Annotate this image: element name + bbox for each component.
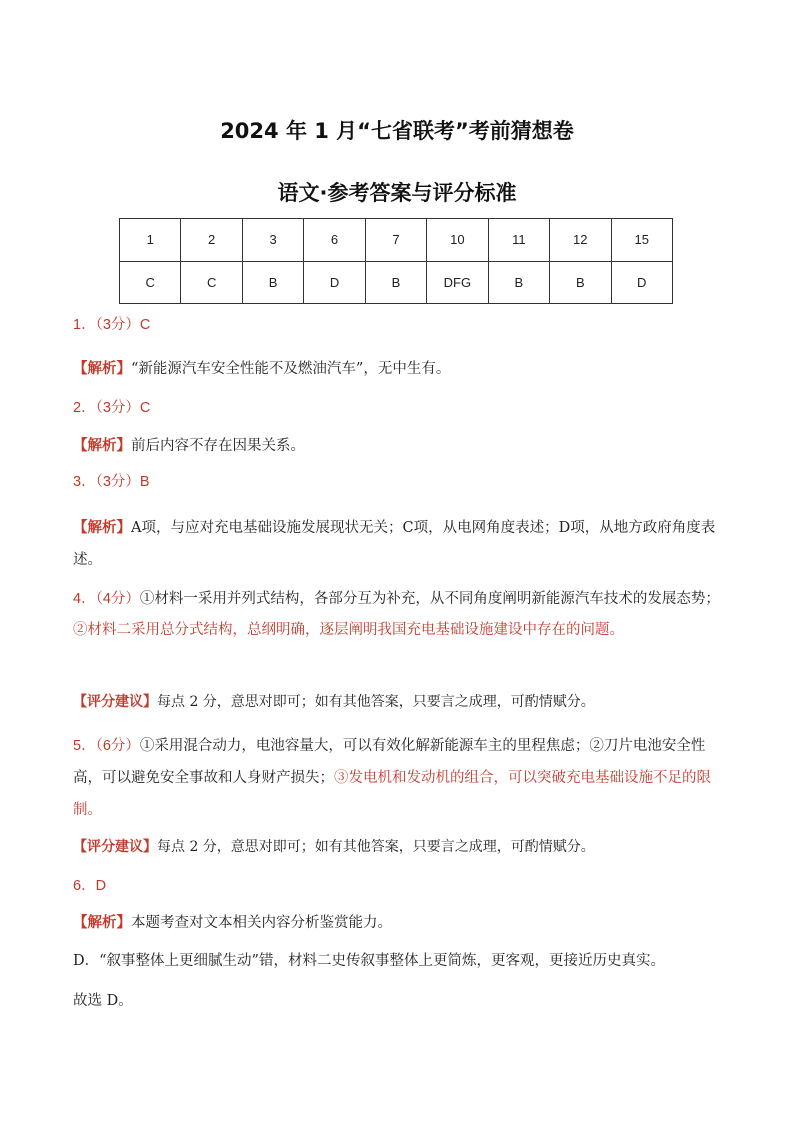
answer-cell: C	[120, 261, 181, 304]
q2-heading: 2．（3分）C	[73, 400, 151, 416]
q6-detail: D．“叙事整体上更细腻生动”错，材料二史传叙事整体上更简炼，更客观，更接近历史真实。	[73, 953, 665, 969]
analysis-text: “新能源汽车安全性能不及燃油汽车”，无中生有。	[131, 361, 451, 377]
q1-heading: 1．（3分）C	[73, 317, 151, 333]
q5-answer	[73, 730, 733, 826]
question-number: 12	[550, 219, 611, 262]
q4-answer	[73, 584, 733, 646]
q4-answer-part-1: ①材料一采用并列式结构，各部分互为补充，从不同角度阐明新能源汽车技术的发展态势；	[139, 591, 720, 607]
question-number: 1	[120, 219, 181, 262]
question-number: 2	[181, 219, 242, 262]
q1-analysis	[73, 356, 733, 382]
question-number: 7	[365, 219, 426, 262]
analysis-text: 本题考查对文本相关内容分析鉴赏能力。	[131, 915, 392, 931]
answer-cell: B	[242, 261, 303, 304]
question-number-row	[120, 219, 673, 262]
question-number: 15	[611, 219, 673, 262]
rubric-text: 每点 2 分，意思对即可；如有其他答案，只要言之成理，可酌情赋分。	[157, 694, 595, 710]
answer-table	[119, 218, 673, 304]
analysis-tag: 【解析】	[73, 360, 131, 377]
answer-row	[120, 261, 673, 304]
answer-cell: D	[304, 261, 365, 304]
q6-analysis	[73, 910, 733, 936]
q4-answer-part-2: ②材料二采用总分式结构，总纲明确，逐层阐明我国充电基础设施建设中存在的问题。	[73, 622, 624, 638]
q4-rubric	[73, 689, 733, 715]
q6-conclusion: 故选 D。	[73, 993, 133, 1009]
question-number: 11	[488, 219, 549, 262]
analysis-tag: 【解析】	[73, 914, 131, 931]
analysis-tag: 【解析】	[73, 437, 131, 454]
document-title: 2024 年 1 月“七省联考”考前猜想卷	[220, 119, 574, 143]
answer-cell: C	[181, 261, 242, 304]
q5-heading: 5．（6分）	[73, 738, 140, 754]
q4-heading: 4．（4分）	[73, 591, 140, 607]
answer-cell: B	[550, 261, 611, 304]
rubric-tag: 【评分建议】	[73, 839, 157, 855]
q5-answer-part-2: ③发电机和发动机的组合，可以突破充电基础设施不足的限制。	[73, 770, 711, 818]
rubric-tag: 【评分建议】	[73, 694, 157, 710]
analysis-text: A项，与应对充电基础设施发展现状无关；C项，从电网角度表述；D项，从地方政府角度表述。	[73, 520, 716, 568]
answer-cell: B	[365, 261, 426, 304]
analysis-text: 前后内容不存在因果关系。	[131, 438, 305, 454]
q2-analysis	[73, 433, 733, 459]
q3-heading: 3．（3分）B	[73, 474, 150, 490]
q5-rubric	[73, 834, 733, 860]
rubric-text: 每点 2 分，意思对即可；如有其他答案，只要言之成理，可酌情赋分。	[157, 839, 595, 855]
q3-analysis	[73, 512, 733, 576]
answer-cell: B	[488, 261, 549, 304]
document-subtitle: 语文·参考答案与评分标准	[277, 181, 517, 205]
q5-answer-part-1: ①采用混合动力，电池容量大，可以有效化解新能源车主的里程焦虑；②刀片电池安全性高，可以避免安全事故和人身财产损失；	[73, 738, 706, 786]
question-number: 3	[242, 219, 303, 262]
question-number: 10	[427, 219, 488, 262]
answer-cell: D	[611, 261, 673, 304]
q6-heading: 6．D	[73, 878, 107, 894]
question-number: 6	[304, 219, 365, 262]
answer-cell: DFG	[427, 261, 488, 304]
analysis-tag: 【解析】	[73, 519, 131, 536]
